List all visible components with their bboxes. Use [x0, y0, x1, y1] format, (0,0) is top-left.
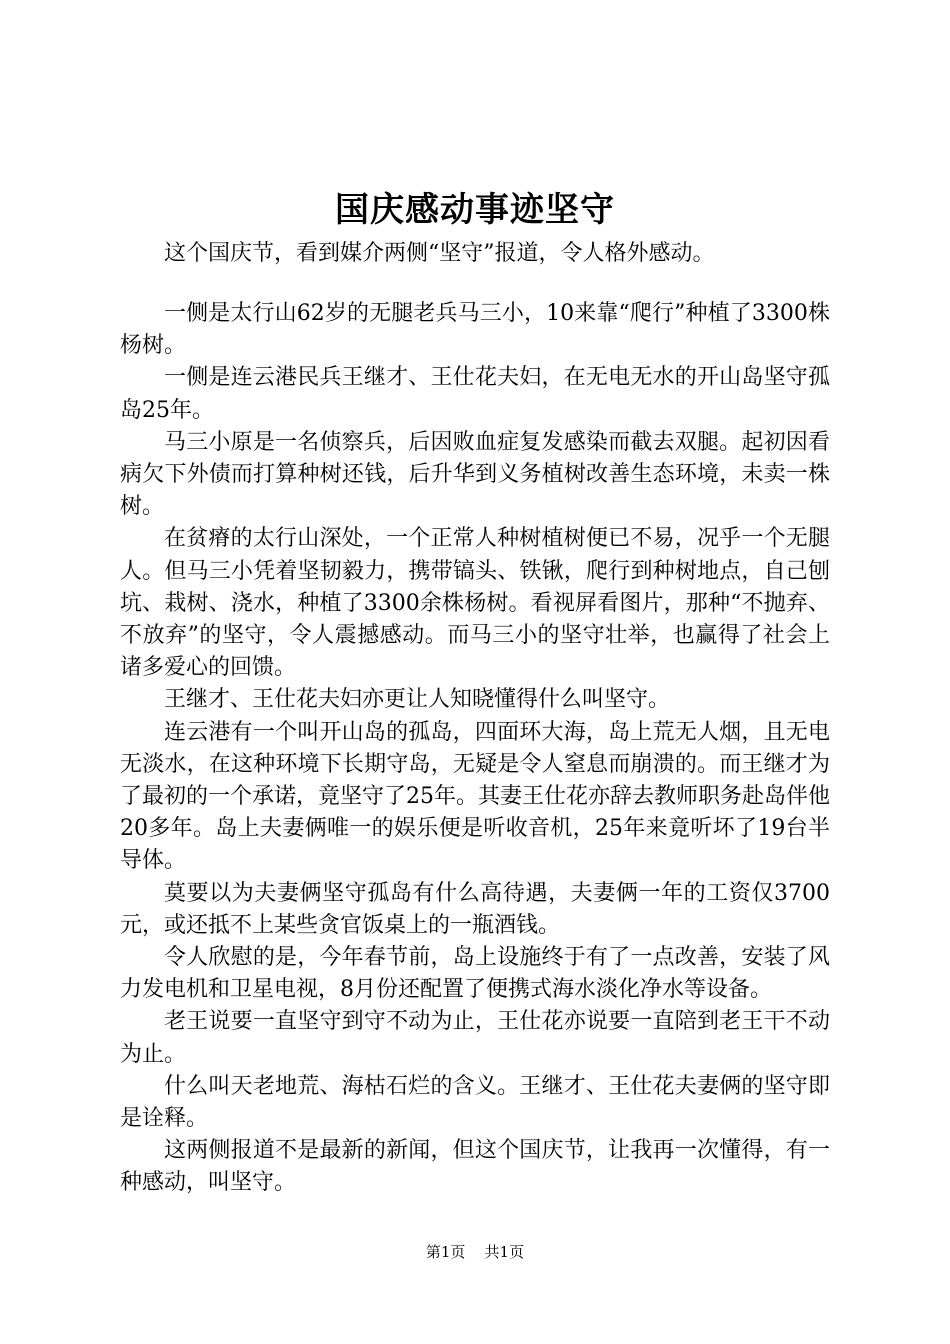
page-number: 第1页 — [425, 1243, 466, 1261]
paragraph-9: 老王说要一直坚守到守不动为止，王仕花亦说要一直陪到老王干不动为止。 — [120, 1009, 830, 1067]
paragraph-5: 王继才、王仕花夫妇亦更让人知晓懂得什么叫坚守。 — [164, 687, 671, 713]
page-footer — [0, 1242, 950, 1262]
intro-paragraph: 这个国庆节，看到媒介两侧“坚守”报道，令人格外感动。 — [164, 241, 715, 266]
footer-separator — [470, 1243, 480, 1261]
paragraph-11: 这两侧报道不是最新的新闻，但这个国庆节，让我再一次懂得，有一种感动，叫坚守。 — [120, 1138, 830, 1196]
page-total: 共1页 — [484, 1243, 525, 1261]
paragraph-1: 一侧是太行山62岁的无腿老兵马三小，10来靠“爬行”种植了3300株杨树。 — [120, 301, 830, 359]
document-body — [120, 298, 830, 1200]
paragraph-4: 在贫瘠的太行山深处，一个正常人种树植树便已不易，况乎一个无腿人。但马三小凭着坚韧毅力，携带镐头、铁锹，爬行到种树地点，自己刨坑、栽树、浇水，种植了3300余株杨树。看视屏看图片，那种“不抛弃、不放弃”的坚守，令人震撼感动。而马三小的坚守壮举，也赢得了社会上诸多爱心的回馈。 — [120, 526, 830, 681]
document-title: 国庆感动事迹坚守 — [335, 190, 615, 230]
paragraph-10: 什么叫天老地荒、海枯石烂的含义。王继才、王仕花夫妻俩的坚守即是诠释。 — [120, 1073, 830, 1132]
paragraph-6: 连云港有一个叫开山岛的孤岛，四面环大海，岛上荒无人烟，且无电无淡水，在这种环境下长期守岛，无疑是令人窒息而崩溃的。而王继才为了最初的一个承诺，竟坚守了25年。其妻王仕花亦辞去教师职务赴岛伴他20多年。岛上夫妻俩唯一的娱乐便是听收音机，25年来竟听坏了19台半导体。 — [120, 719, 830, 874]
paragraph-2: 一侧是连云港民兵王继才、王仕花夫妇，在无电无水的开山岛坚守孤岛25年。 — [120, 365, 830, 423]
paragraph-7: 莫要以为夫妻俩坚守孤岛有什么高待遇，夫妻俩一年的工资仅3700元，或还抵不上某些贪官饭桌上的一瓶酒钱。 — [120, 880, 830, 938]
paragraph-8: 令人欣慰的是，今年春节前，岛上设施终于有了一点改善，安装了风力发电机和卫星电视，8月份还配置了便携式海水淡化净水等设备。 — [120, 945, 830, 1003]
paragraph-3: 马三小原是一名侦察兵，后因败血症复发感染而截去双腿。起初因看病欠下外债而打算种树还钱，后升华到义务植树改善生态环境，未卖一株树。 — [120, 429, 830, 520]
